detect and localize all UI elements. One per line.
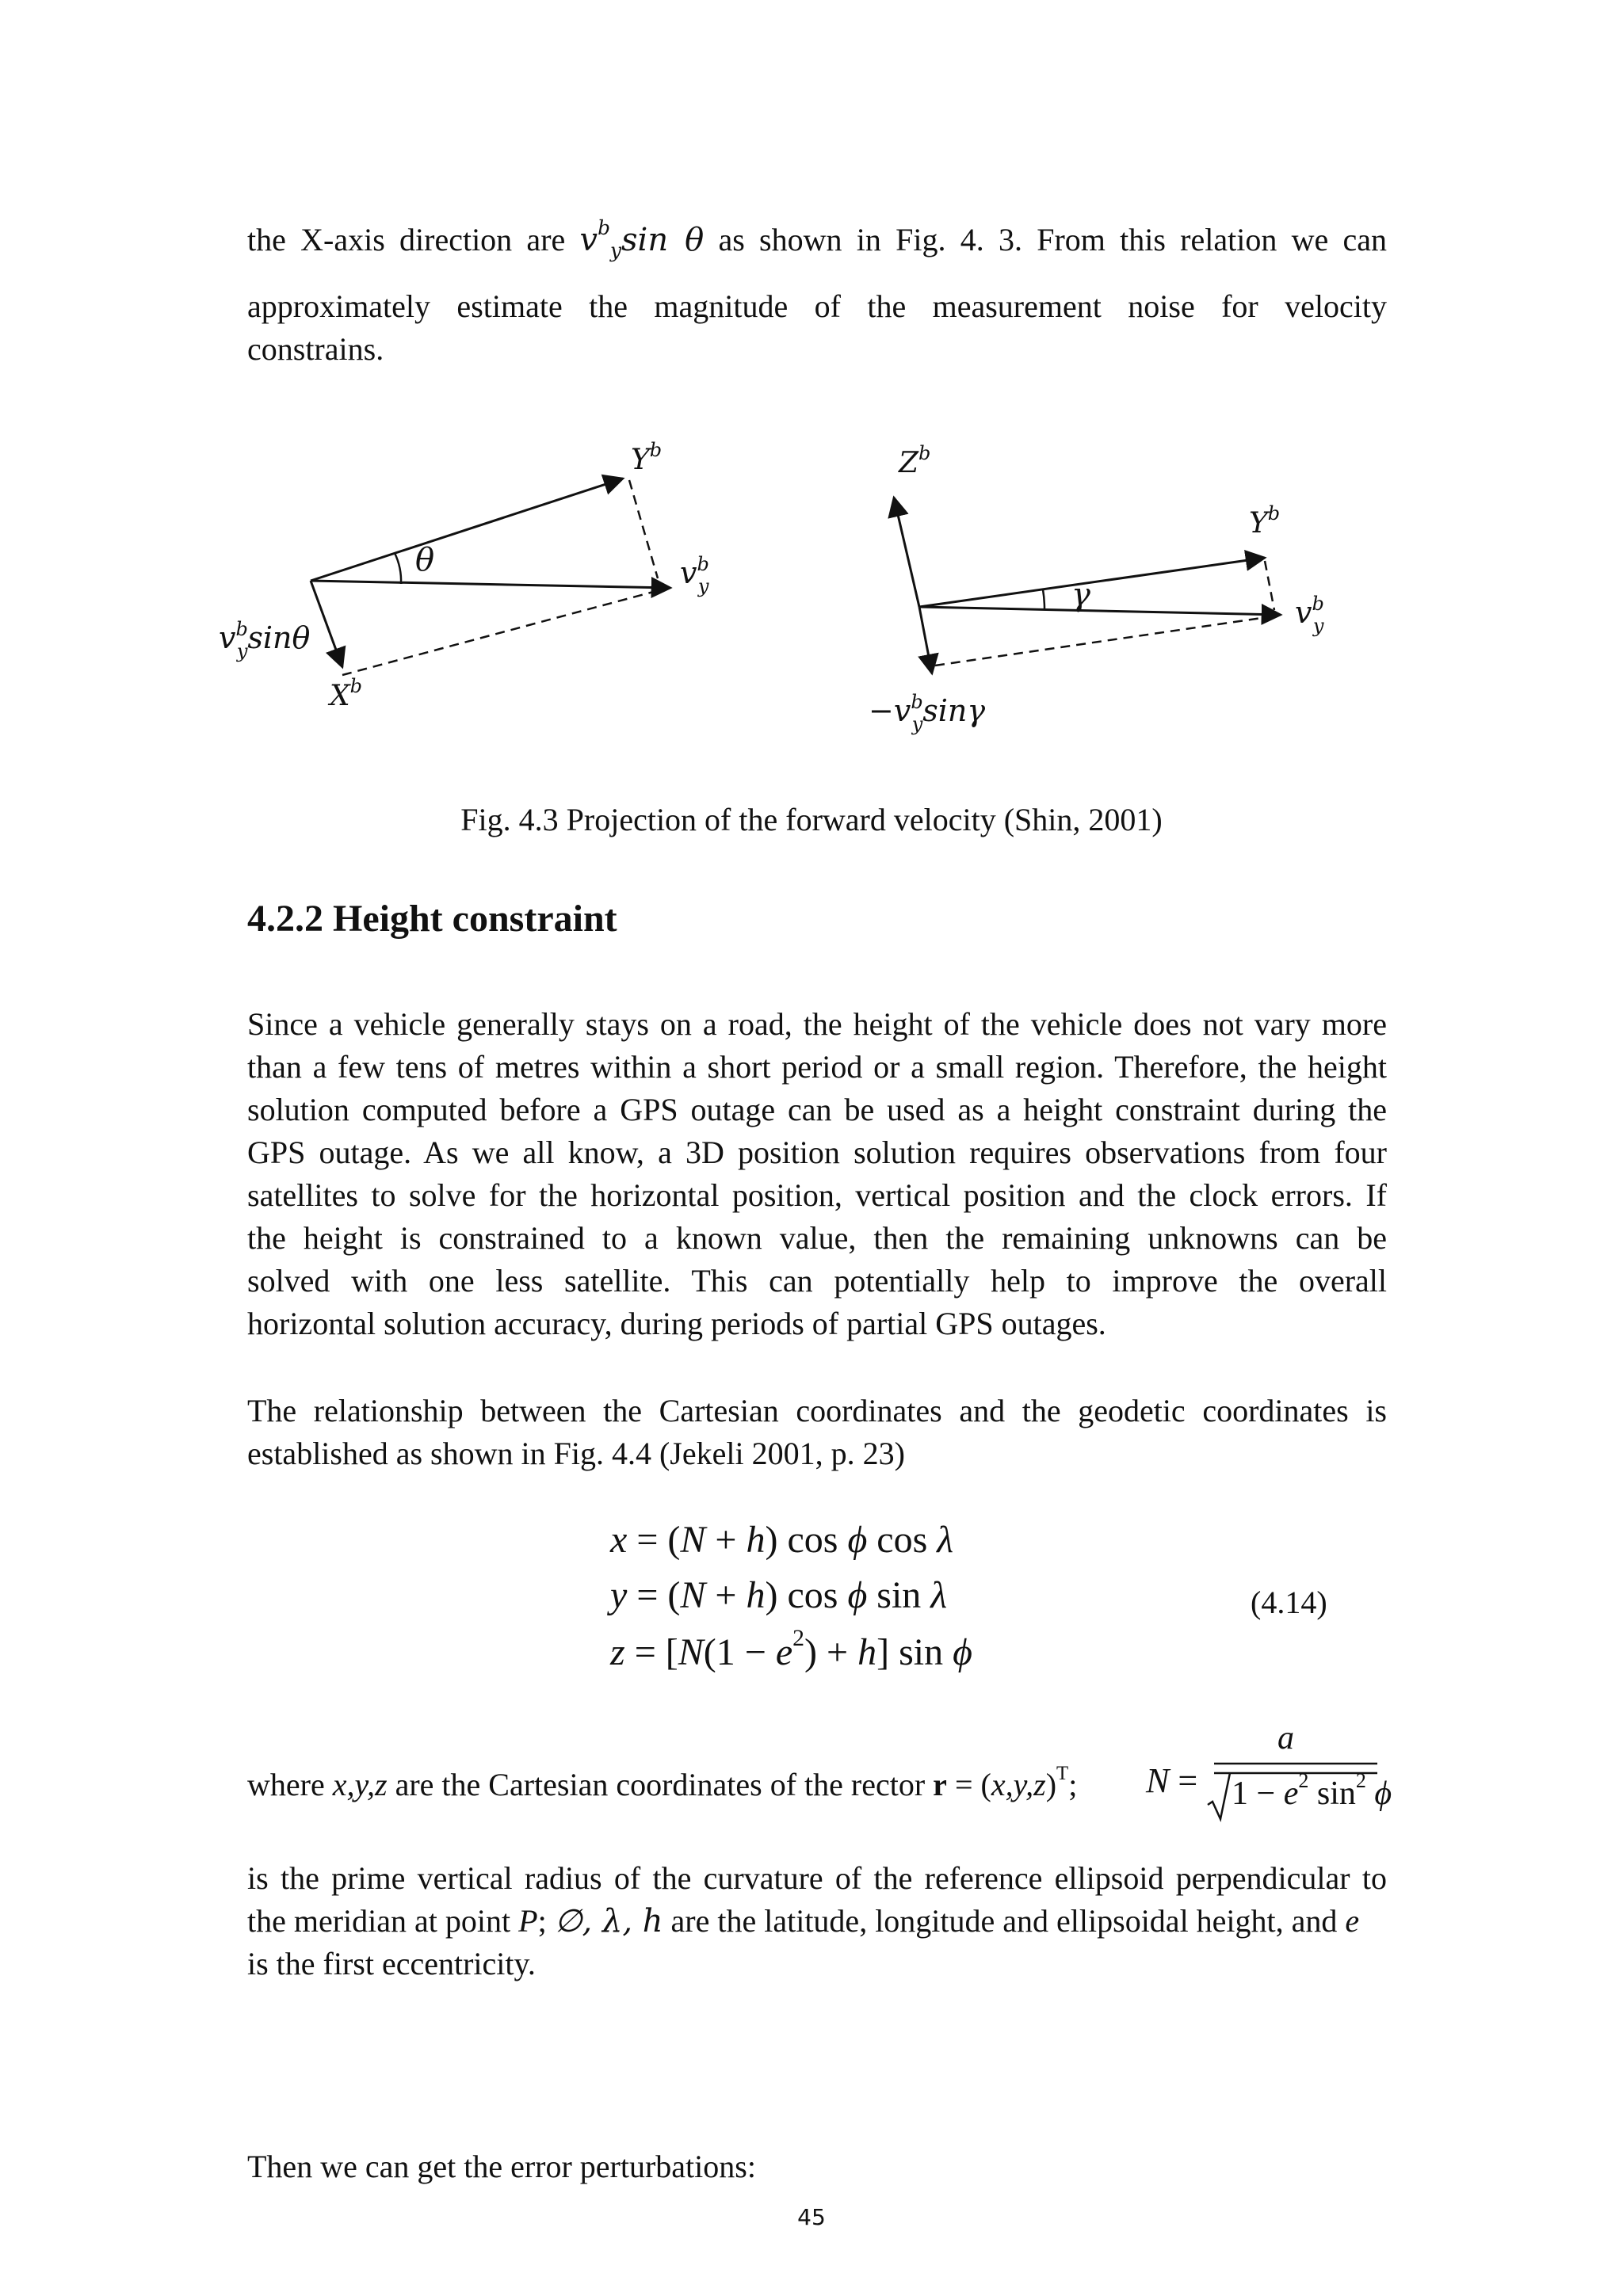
para1-text-a: the X-axis direction are bbox=[247, 222, 566, 257]
para3-line: The relationship between the Cartesian coordinates and the geodetic coordinates is bbox=[247, 1393, 1387, 1428]
para4-fraction-denominator: $1 - e^2$ $\sin^2 \phi$ bbox=[1232, 1769, 1392, 1812]
para3-line: established as shown in Fig. 4.4 (Jekeli 2001, p. 23) bbox=[247, 1436, 905, 1471]
left-yb-axis bbox=[311, 479, 623, 581]
right-zb-axis bbox=[894, 498, 919, 607]
right-dash-to-proj bbox=[935, 616, 1273, 666]
section-heading: 4.2.2 Height constraint bbox=[247, 898, 617, 940]
left-diagram bbox=[219, 439, 709, 712]
para1-text-b: as shown in Fig. 4. 3. From this relation we can bbox=[718, 222, 1388, 257]
para4-N-equals: N = bbox=[1146, 1761, 1198, 1800]
para1-line1 bbox=[247, 216, 1388, 262]
equation-number: (4.14) bbox=[1251, 1585, 1327, 1620]
para6: Then we can get the error perturbations: bbox=[247, 2149, 756, 2184]
para4-line: where x,y,z are the Cartesian coordinates of the rector $r = (x,y,z)^T$; bbox=[247, 1763, 1078, 1802]
page-number: 45 bbox=[797, 2204, 826, 2230]
left-theta-arc bbox=[395, 553, 401, 584]
left-label-theta: θ bbox=[415, 542, 435, 578]
para1-line3: constrains. bbox=[247, 331, 384, 367]
para2-line: the height is constrained to a known value, then the remaining unknowns can be bbox=[247, 1220, 1387, 1256]
right-dash-to-yb bbox=[1265, 561, 1274, 610]
para1-line2: approximately estimate the magnitude of the measurement noise for velocity bbox=[247, 288, 1387, 324]
left-label-xb: $X^b$ bbox=[330, 675, 363, 712]
left-dash-to-xb bbox=[342, 590, 659, 675]
para2-line: solved with one less satellite. This can potentially help to improve the overall bbox=[247, 1263, 1387, 1299]
equation-line-2: y = (N + h) cos ϕ sin λ bbox=[610, 1574, 948, 1616]
para2-line: solution computed before a GPS outage can be used as a height constraint during the bbox=[247, 1092, 1387, 1127]
left-dash-to-yb bbox=[629, 480, 658, 578]
para2-line: Since a vehicle generally stays on a road, the height of the vehicle does not vary more bbox=[247, 1006, 1387, 1042]
left-label-vy: $v^b$ y bbox=[680, 553, 709, 597]
equation-line-3: $z = [N(1 - e^2) + h]$ sin ϕ bbox=[610, 1625, 972, 1673]
figure-4-3 bbox=[0, 428, 1623, 745]
right-label-vy: $v^b$ y bbox=[1295, 593, 1324, 637]
left-label-proj: $v^b$ ysinθ bbox=[219, 618, 311, 662]
right-diagram bbox=[869, 442, 1324, 735]
figure-caption: Fig. 4.3 Projection of the forward velocity (Shin, 2001) bbox=[460, 802, 1163, 837]
para1-velocity-symbol: $v^b_y\sin$ θ bbox=[579, 216, 705, 262]
right-yb-axis bbox=[919, 558, 1265, 607]
para2-line: satellites to solve for the horizontal position, vertical position and the clock errors. If bbox=[247, 1177, 1387, 1213]
right-label-zb: $Z^b$ bbox=[899, 442, 931, 479]
para5-line3: is the first eccentricity. bbox=[247, 1946, 536, 1981]
right-down-projection bbox=[919, 607, 932, 673]
para2-line: horizontal solution accuracy, during periods of partial GPS outages. bbox=[247, 1306, 1106, 1341]
para2-line: GPS outage. As we all know, a 3D position solution requires observations from four bbox=[247, 1135, 1387, 1170]
para5-line1: is the prime vertical radius of the curvature of the reference ellipsoid perpendicular to bbox=[247, 1860, 1387, 1896]
right-label-yb: $Y^b$ bbox=[1249, 502, 1281, 540]
right-gamma-arc bbox=[1043, 589, 1044, 610]
right-label-proj: $-v^b$ ysinγ bbox=[869, 691, 986, 735]
right-label-gamma: γ bbox=[1071, 577, 1090, 613]
right-vy-vector bbox=[919, 607, 1281, 615]
para5-line2: the meridian at point P; ∅, λ, h are the latitude, longitude and ellipsoidal height, and e bbox=[247, 1903, 1360, 1939]
left-vy-vector bbox=[311, 581, 670, 588]
para4-fraction-numerator: a bbox=[1277, 1720, 1294, 1756]
equation-line-1: x = (N + h) cos ϕ cos λ bbox=[610, 1519, 954, 1561]
left-label-yb: $Y^b$ bbox=[631, 439, 663, 476]
para2-line: than a few tens of metres within a short period or a small region. Therefore, the height bbox=[247, 1049, 1387, 1085]
left-xb-axis bbox=[311, 581, 342, 667]
